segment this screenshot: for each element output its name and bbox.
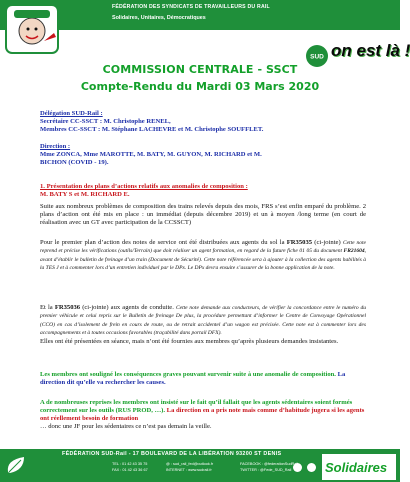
footer-email[interactable]: @ : sud_rail_fed@outlook.fr	[166, 462, 214, 466]
section1-speakers: M. BATY S et M. RICHARD E.	[40, 191, 130, 198]
paragraph-3: Et la FR35036 (ci-jointe) aux agents de conduite. Cette note demande aux conducteurs, de vérifier la concordance entre le numéro du premier véhicule et celui repris sur le Bulletin de freinage De plus, la procédure permettant d’informer le Centre de Convoyage Opérationnel (CCO) en cas d’isolement de frein en cours de route, ou de retrait accidentel d’un wagon est précisée. Cette note est à commenter lors des accompagnements et à toutes occasions favorables (traçabilité dans portail DFX). Elles ont été présentées en séance, mais n’ont été fournies aux membres qu’après plusieurs demandes insistantes.	[40, 304, 366, 345]
members-statement-1: Les membres ont souligné les conséquences graves pouvant survenir suite à une anomalie de composition. La direction dit qu’elle va rechercher les causes.	[40, 371, 346, 386]
delegation-members: Membres CC-SSCT : M. Stéphane LACHEVRE et M. Christophe SOUFFLET.	[40, 126, 264, 133]
document-subtitle: Compte-Rendu du Mardi 03 Mars 2020	[80, 80, 320, 93]
delegation-block	[40, 110, 366, 134]
on-est-la-text: on est là !	[331, 41, 410, 60]
footer-website[interactable]: INTERNET : www.sudrail.fr	[166, 468, 212, 472]
federation-name: FÉDÉRATION DES SYNDICATS DE TRAVAILLEURS DU RAIL	[112, 4, 270, 10]
paragraph-1: Suite aux nombreux problèmes de composition des trains relevés depuis des mois, FRS s’est enfin emparé du problème. 2 plans d’action ont été mis en place : un immédiat (depuis décembre 2019) et un à moyen /long terme (en court de réalisation avec un GT avec participation de la CCSSCT)	[40, 203, 366, 226]
direction-line2: BICHON (COVID - 19).	[40, 159, 109, 166]
sud-badge-text: SUD	[310, 53, 324, 61]
twitter-icon[interactable]	[307, 463, 316, 472]
note-code-fr35036: FR35036	[54, 304, 81, 311]
document-title: COMMISSION CENTRALE - SSCT	[102, 63, 298, 76]
delegation-secretary: Secrétaire CC-SSCT : M. Christophe RENEL,	[40, 118, 171, 125]
footer-address: FÉDÉRATION SUD-Rail - 17 BOULEVARD DE LA LIBÉRATION 93200 ST DENIS	[62, 451, 282, 457]
solidaires-logo: Solidaires	[325, 460, 388, 475]
leaf-icon	[4, 454, 28, 476]
federation-tagline: Solidaires, Unitaires, Démocratiques	[112, 15, 206, 21]
sud-rail-logo	[4, 3, 60, 55]
section1-heading	[40, 183, 366, 199]
note-code-fr21604: FR21604	[343, 248, 365, 255]
paragraph-2: Pour le premier plan d’action des notes de service ont été distribuées aux agents du sol la FR35035 (ci-jointe) Cette note reprend et précise les vérifications (outils/Terrain) que doit réaliser un agent formation, en regard de la future fiche 01 05 du document FR21604, avant d’établir le bulletin de freinage d’un train (Document de Sécurité). Cette note référencée sera à ajouter à la collection des agents habilités à la TES J et à commenter lors d’un entretien individuel par le DPx. Le DPx devra ensuite s’assurer de la bonne application de la note.	[40, 239, 366, 272]
note-code-fr35035: FR35035	[286, 239, 313, 246]
members-statement-2: A de nombreuses reprises les membres ont insisté sur le fait qu’il fallait que les agents sédentaires soient formés correctement sur les outils (RUS PROD, …). La direction en a pris note mais comme d’habitude jugera si les agents ont réellement besoin de formation … donc une JF pour les sédentaires ce n’est pas demain la veille.	[40, 399, 365, 430]
footer-fax: FAX : 01 42 43 36 67	[112, 468, 148, 472]
direction-heading: Direction :	[40, 143, 71, 150]
footer-twitter[interactable]: TWITTER : @Fede_SUD_Rail	[240, 468, 292, 472]
direction-line1: Mme ZONCA, Mme MAROTTE, M. BATY, M. GUYON, M. RICHARD et M.	[40, 151, 262, 158]
footer-facebook[interactable]: FACEBOOK : @federationSudRail	[240, 462, 299, 466]
direction-block	[40, 143, 366, 167]
section1-title: 1. Présentation des plans d’actions relatifs aux anomalies de composition :	[40, 183, 248, 190]
delegation-heading: Délégation SUD-Rail :	[40, 110, 103, 117]
footer-phone: TEL : 01 42 43 35 75	[112, 462, 148, 466]
